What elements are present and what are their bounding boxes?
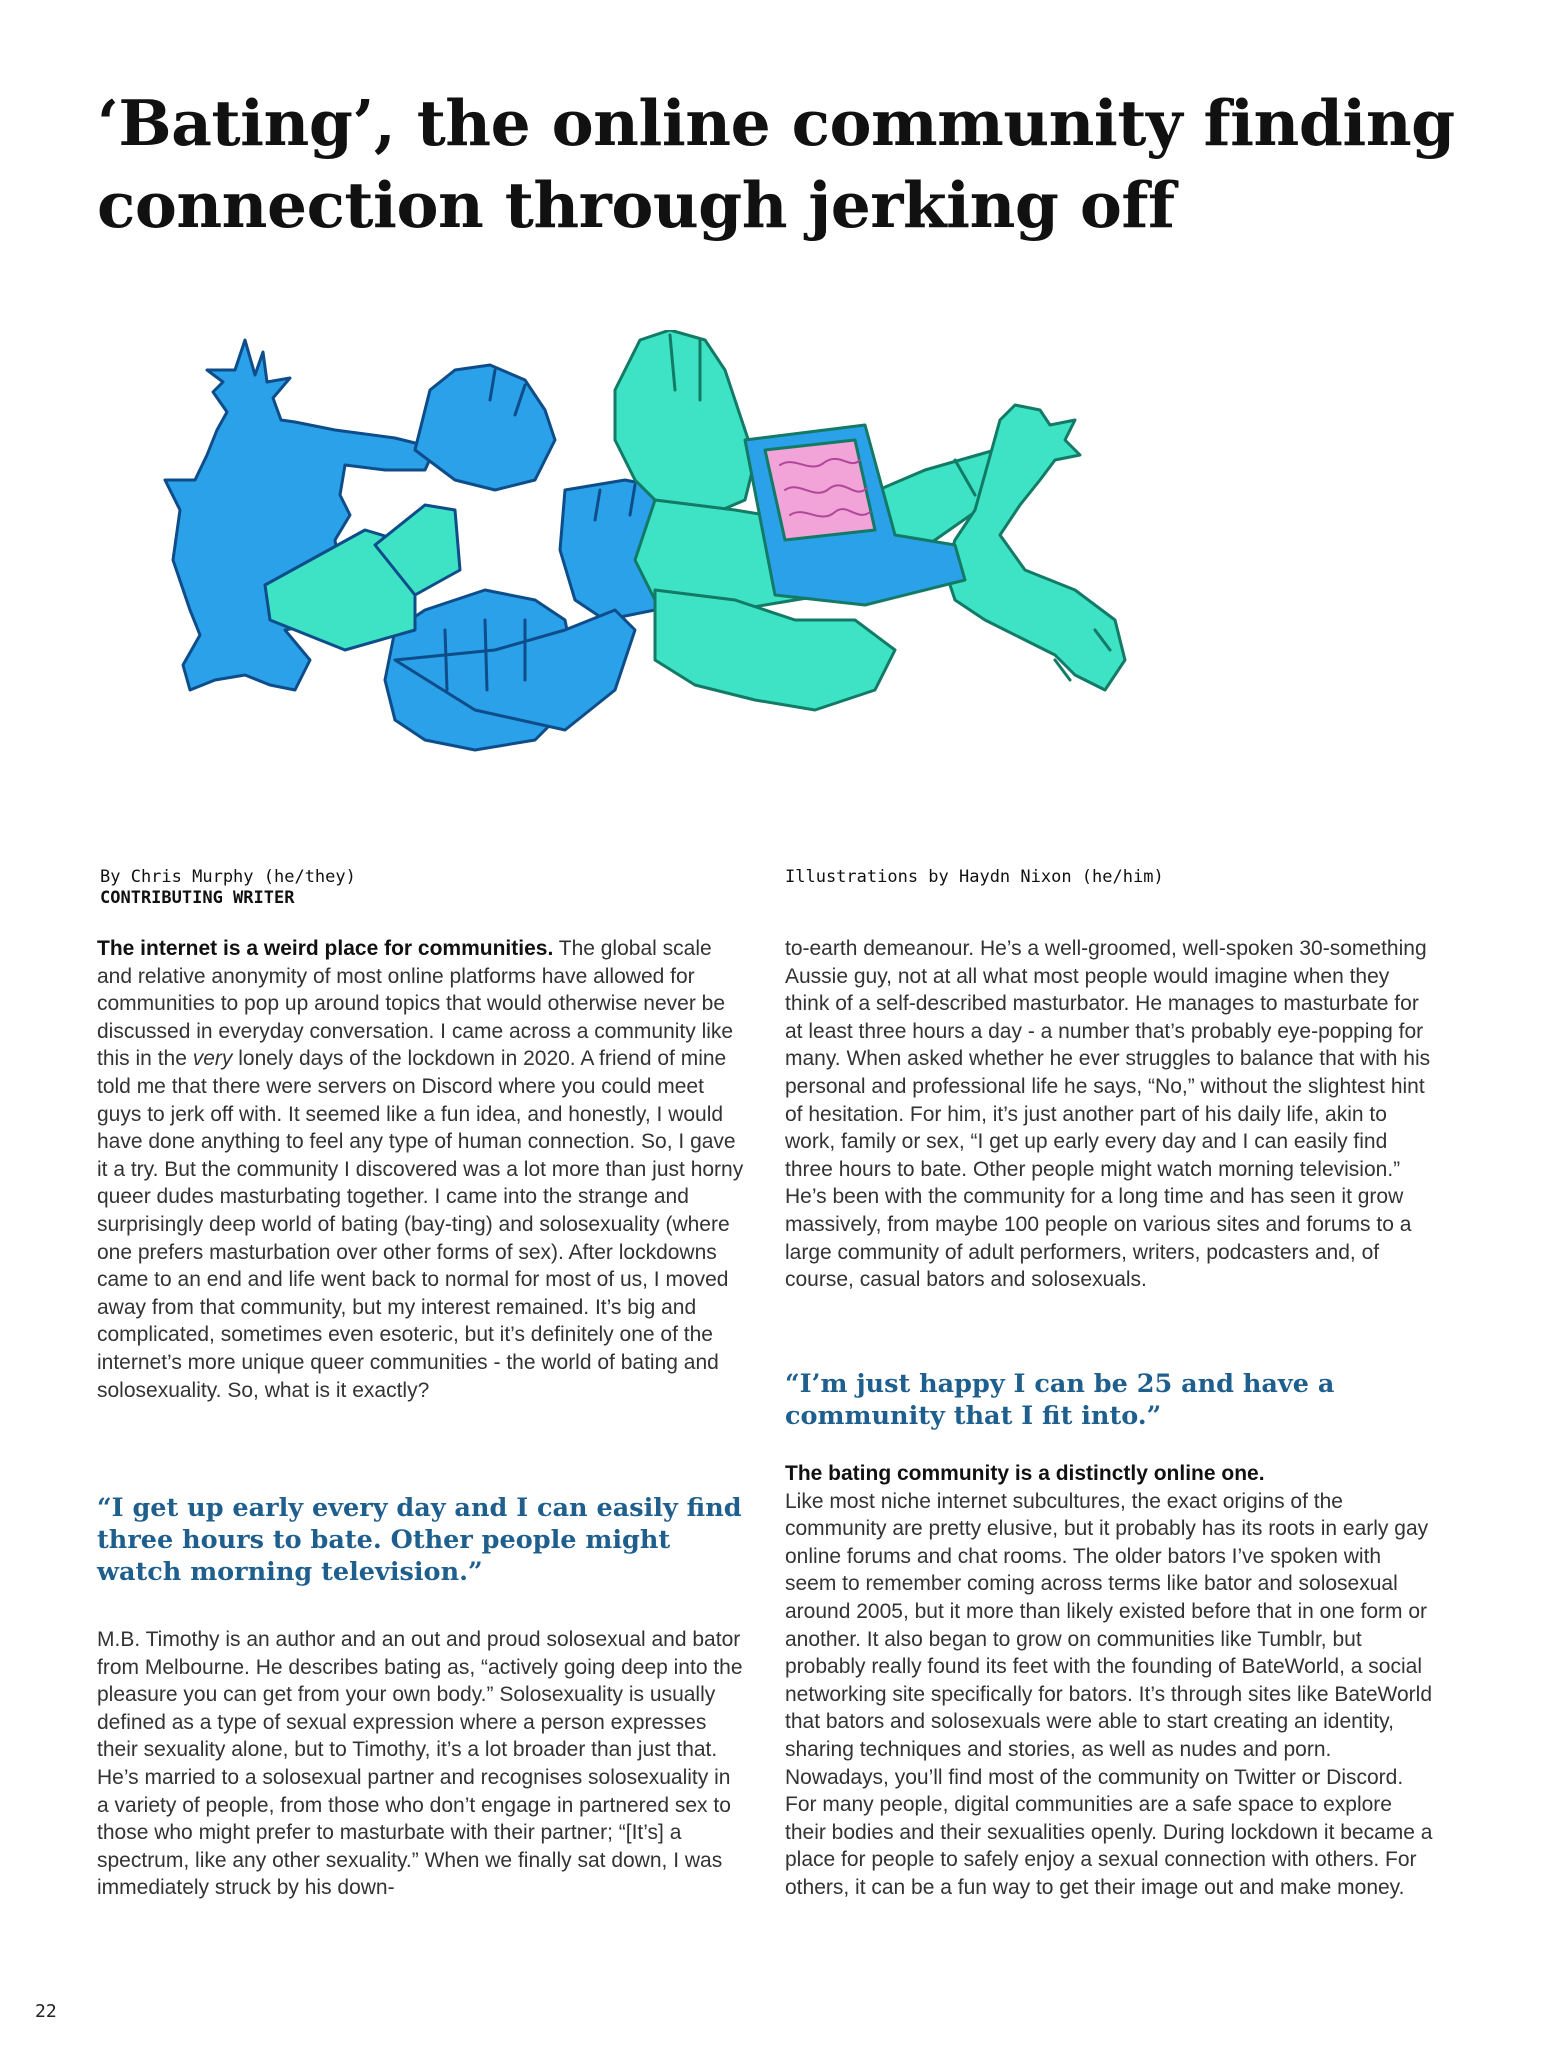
pull-quote-left: “I get up early every day and I can easily find three hours to bate. Other people might watch morning television.”	[97, 1493, 742, 1587]
timothy-paragraph: M.B. Timothy is an author and an out and proud solosexual and bator from Melbourne. He describes bating as, “actively going deep into the pleasure you can get from your own body.” Solosexuality is usually defined as a type of sexual expression where a person expresses their sexuality alone, but to Timothy, it’s a lot broader than just that. He’s married to a solosexual partner and recognises solosexuality in a variety of people, from those who don’t engage in partnered sex to those who might prefer to masturbate with their partner; “[It’s] a spectrum, like any other sexuality.” When we finally sat down, I was immediately struck by his down-	[97, 1628, 743, 1900]
intro-emphasis: very	[192, 1047, 233, 1071]
left-column-timothy	[97, 1626, 747, 1902]
author-role: CONTRIBUTING WRITER	[100, 888, 295, 908]
article-title	[97, 82, 1455, 246]
right-column-continued	[785, 935, 1435, 1294]
blue-hand-upper	[415, 365, 555, 490]
illustrator-credit: Illustrations by Haydn Nixon (he/him)	[785, 867, 1164, 887]
teal-hand-bottom	[655, 590, 895, 710]
left-column-intro	[97, 935, 747, 1404]
article-title-line-1: ‘Bating’, the online community finding	[97, 86, 1455, 160]
intro-text-2: lonely days of the lockdown in 2020. A friend of mine told me that there were servers on Discord where you could meet guys to jerk off with. It seemed like a fun idea, and honestly, I would have done anything to feel any type of human connection. So, I gave it a try. But the community I discovered was a lot more than just horny queer dudes masturbating together. I came into the strange and surprisingly deep world of bating (bay-ting) and solosexuality (where one prefers masturbation over other forms of sex). After lockdowns came to an end and life went back to normal for most of us, I moved away from that community, but my interest remained. It’s big and complicated, sometimes even esoteric, but it’s definitely one of the internet’s more unique queer communities - the world of bating and solosexuality. So, what is it exactly?	[97, 1047, 744, 1402]
right-column-online	[785, 1460, 1435, 1902]
author-byline	[100, 867, 356, 909]
pull-quote-right: “I’m just happy I can be 25 and have a community that I fit into.”	[785, 1369, 1335, 1431]
illustration-bating-figures	[95, 330, 1335, 830]
section-subhead: The bating community is a distinctly online one.	[785, 1462, 1265, 1485]
teal-figure-group	[615, 330, 1125, 710]
intro-paragraph	[97, 935, 747, 1404]
author-name: By Chris Murphy (he/they)	[100, 867, 356, 887]
continued-paragraph: to-earth demeanour. He’s a well-groomed, well-spoken 30-something Aussie guy, not at all what most people would imagine when they think of a self-described masturbator. He manages to masturbate for at least three hours a day - a number that’s probably eye-popping for many. When asked whether he ever struggles to balance that with his personal and professional life he says, “No,” without the slightest hint of hesitation. For him, it’s just another part of his daily life, akin to work, family or sex, “I get up early every day and I can easily find three hours to bate. Other people might watch morning television.” He’s been with the community for a long time and has seen it grow massively, from maybe 100 people on various sites and forums to a large community of adult performers, writers, podcasters and, of course, casual bators and solosexuals.	[785, 937, 1431, 1292]
page-number: 22	[35, 2001, 57, 2022]
article-title-line-2: connection through jerking off	[97, 168, 1175, 242]
teal-laptop-screen	[765, 440, 875, 540]
intro-text-1: The global scale and relative anonymity of most online platforms have allowed for communities to pop up around topics that would otherwise never be discussed in everyday conversation. I came across a community like this in the	[97, 937, 734, 1071]
online-paragraph: Like most niche internet subcultures, the exact origins of the community are pretty elusive, but it probably has its roots in early gay online forums and chat rooms. The older bators I’ve spoken with seem to remember coming across terms like bator and solosexual around 2005, but it more than likely existed before that in one form or another. It also began to grow on communities like Tumblr, but probably really found its feet with the founding of BateWorld, a social networking site specifically for bators. It’s through sites like BateWorld that bators and solosexuals were able to start creating an identity, sharing techniques and stories, as well as nudes and porn. Nowadays, you’ll find most of the community on Twitter or Discord. For many people, digital communities are a safe space to explore their bodies and their sexualities openly. During lockdown it became a place for people to safely enjoy a sexual connection with others. For others, it can be a fun way to get their image out and make money.	[785, 1489, 1433, 1899]
teal-figure-body	[945, 405, 1125, 690]
intro-lead: The internet is a weird place for communities.	[97, 937, 554, 960]
